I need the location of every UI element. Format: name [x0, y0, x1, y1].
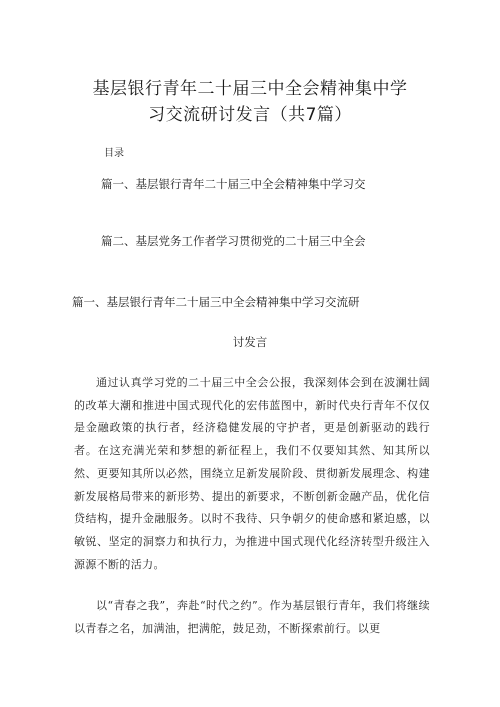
- document-title-line-2: 习交流研讨发言（共7篇）: [148, 105, 352, 125]
- toc-item-2[interactable]: 篇二、基层党务工作者学习贯彻党的二十届三中全会: [101, 234, 366, 248]
- body-paragraph-1: [74, 372, 430, 576]
- toc-item-1[interactable]: 篇一、基层银行青年二十届三中全会精神集中学习交: [101, 177, 366, 191]
- document-title-line-1: 基层银行青年二十届三中全会精神集中学: [92, 79, 408, 99]
- toc-heading: 目录: [104, 148, 124, 159]
- section-title-line-1: 篇一、基层银行青年二十届三中全会精神集中学习交流研: [72, 295, 360, 309]
- paragraph-text: 通过认真学习党的二十届三中全会公报，我深刻体会到在波澜壮阔的改革大潮和推进中国式现代化的宏伟蓝图中，新时代央行青年不仅仅是金融政策的执行者，经济稳健发展的守护者，更是创新驱动的践行者。在这充满光荣和梦想的新征程上，我们不仅要知其然、知其所以然、更要知其所以必然，围绕立足新发展阶段、贯彻新发展理念、构建新发展格局带来的新形势、提出的新要求，不断创新金融产品，优化信贷结构，提升金融服务。以时不我待、只争朝夕的使命感和紧迫感，以敏锐、坚定的洞察力和执行力，为推进中国式现代化经济转型升级注入源源不断的活力。: [74, 376, 430, 571]
- section-title-line-2: 讨发言: [232, 335, 268, 349]
- body-paragraph-2: [74, 595, 430, 640]
- paragraph-text: 以“青春之我”，奔赴“时代之约”。作为基层银行青年，我们将继续以青春之名，加满油，把满舵，鼓足劲，不断探索前行。以更: [74, 599, 430, 635]
- document-title: [60, 76, 440, 128]
